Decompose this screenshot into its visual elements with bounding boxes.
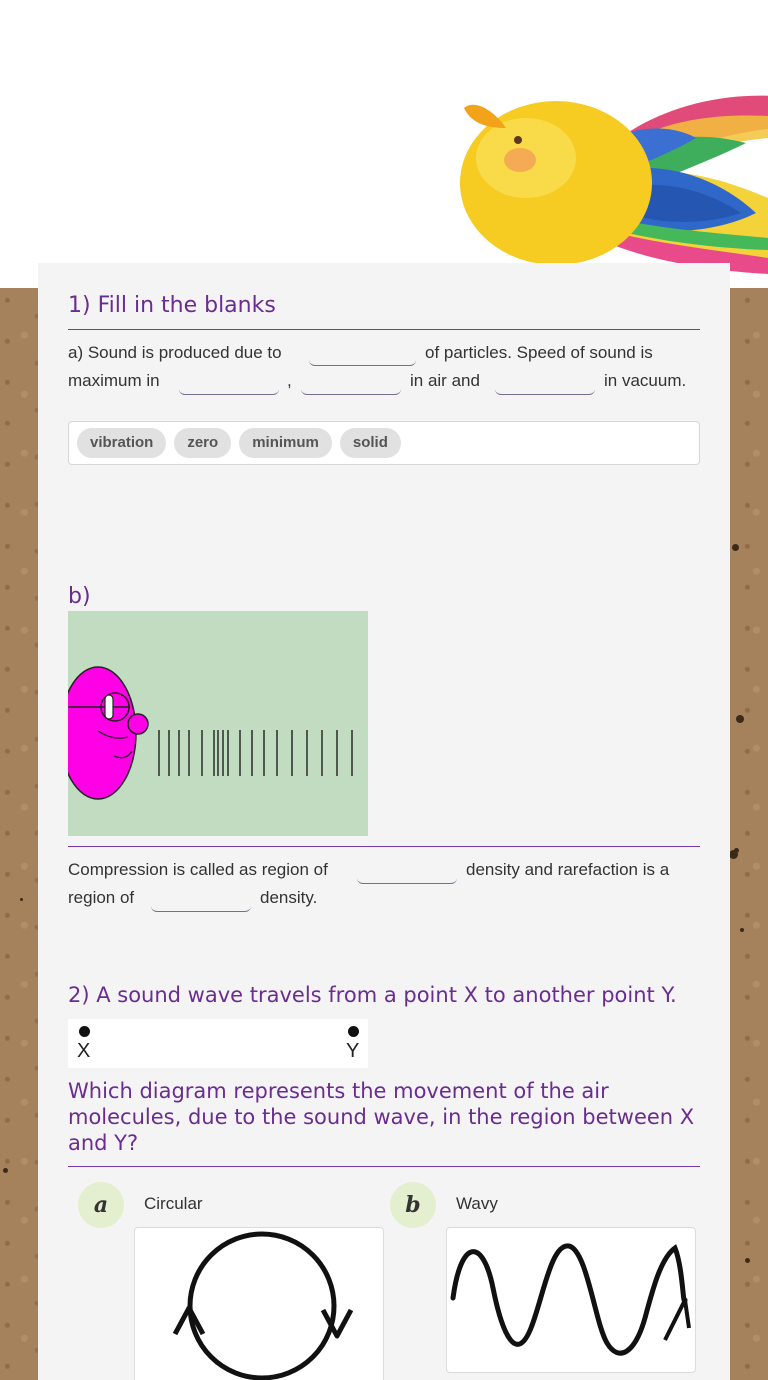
q1b-text: density and rarefaction is a — [466, 860, 670, 879]
blank-input-3[interactable] — [301, 381, 401, 395]
point-x-label: X — [77, 1040, 91, 1062]
q1a-text: maximum in — [68, 371, 160, 390]
q1a-text: of particles. Speed of sound is — [425, 343, 653, 362]
bird-illustration — [456, 88, 768, 274]
q1a-text: in vacuum. — [604, 371, 687, 390]
blank-input-1[interactable] — [309, 352, 416, 366]
word-chip-zero[interactable]: zero — [174, 428, 231, 458]
question-1-heading: 1) Fill in the blanks — [68, 293, 276, 318]
word-chip-vibration[interactable]: vibration — [77, 428, 166, 458]
q1a-text: a) Sound is produced due to — [68, 343, 282, 362]
option-b-card[interactable] — [446, 1227, 696, 1373]
word-chip-minimum[interactable]: minimum — [239, 428, 332, 458]
option-a-label[interactable]: Circular — [144, 1194, 203, 1213]
point-y-label: Y — [346, 1040, 360, 1062]
blank-input-4[interactable] — [495, 381, 595, 395]
circular-arrows-icon — [135, 1228, 384, 1380]
option-a-card[interactable] — [134, 1227, 384, 1380]
divider — [68, 329, 700, 330]
wavy-arrow-icon — [447, 1228, 697, 1374]
q1b-text: density. — [260, 888, 318, 907]
divider — [68, 846, 700, 847]
point-y-dot — [348, 1026, 359, 1037]
point-x-dot — [79, 1026, 90, 1037]
q1b-text: region of — [68, 888, 135, 907]
blank-input-6[interactable] — [151, 898, 251, 912]
word-chip-solid[interactable]: solid — [340, 428, 401, 458]
question-2-prompt: Which diagram represents the movement of the air molecules, due to the sound wave, in the region between X and Y? — [68, 1079, 695, 1155]
sound-wave-animation — [68, 611, 368, 836]
option-b-badge[interactable]: b — [390, 1182, 436, 1228]
word-bank — [68, 421, 700, 465]
divider — [68, 1166, 700, 1167]
option-b-label[interactable]: Wavy — [456, 1194, 498, 1213]
q1a-text: in air and — [410, 371, 480, 390]
option-a-badge[interactable]: a — [78, 1182, 124, 1228]
part-b-label: b) — [68, 584, 91, 609]
blank-input-2[interactable] — [179, 381, 279, 395]
blank-input-5[interactable] — [357, 870, 457, 884]
question-2-heading: 2) A sound wave travels from a point X to another point Y. — [68, 983, 677, 1007]
comma-text: , — [287, 371, 292, 390]
q1b-text: Compression is called as region of — [68, 860, 328, 879]
points-diagram — [68, 1019, 368, 1068]
